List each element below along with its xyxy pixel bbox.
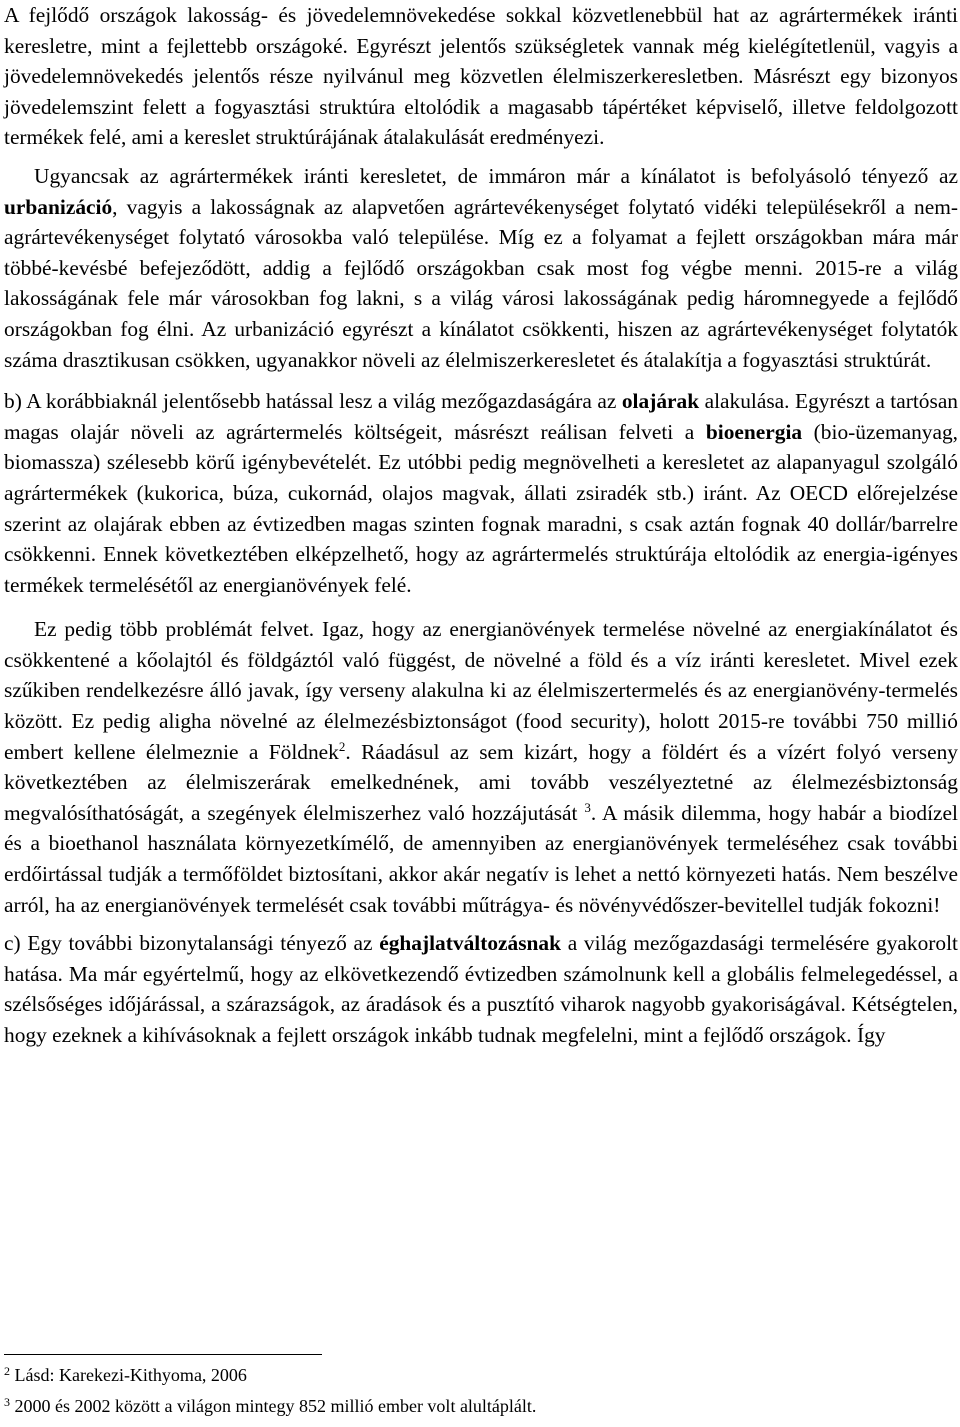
text-run: . A másik dilemma, hogy habár a biodízel és a bioethanol használata környezetkímélő, de amennyiben az energianövények termeléséhez csak további erdőirtással tudják a termőföldet biztosítani, akkor akár negatív is lehet a nettó környezeti hatás. Nem beszélve arról, ha az energianövények termelését csak további műtrágya- és növényvédőszer-bevitellel tudják fokozni! [4,800,958,917]
bold-term: olajárak [621,389,700,414]
text-run: A fejlődő országok lakosság- és jövedelemnövekedése sokkal közvetlenebbül hat az agrártermékek iránti keresletre, mint a fejlettebb országoké. Egyrészt jelentős szükségletek vannak még kielégítetlenül, vagyis a jövedelemnövekedés jelentős része nyilvánul meg közvetlen élelmiszerkeresletben. Másrészt egy bizonyos jövedelemszint felett a fogyasztási struktúra eltolódik a magasabb tápértéket képviselő, illetve feldolgozott termékek felé, ami a kereslet struktúrájának átalakulását eredményezi. [4,3,958,150]
footnote-text: Lásd: Karekezi-Kithyoma, 2006 [14,1365,247,1385]
bold-term: éghajlatváltozásnak [379,931,562,956]
document-page [4,0,958,1051]
text-run: Ez pedig több problémát felvet. Igaz, hogy az energianövények termelése növelné az energiakínálatot és csökkentené a kőolajtól és földgáztól való függést, de növelné a föld és a víz iránti keresletet. Mivel ezek szűkiben rendelkezésre álló javak, így verseny alakulna ki az élelmiszertermelés és az energianövény-termelés között. Ez pedig aligha növelné az élelmezésbiztonságot (food security), holott 2015-re további 750 millió embert kellene élelmeznie a Földnek [4,617,958,764]
text-run: a világ mezőgazdasági termelésére gyakorolt hatása. Ma már egyértelmű, hogy az elkövetkezendő évtizedben számolnunk kell a globális felmelegedéssel, a szélsőséges időjárással, a szárazságok, az áradások és a pusztító viharok nagyobb gyakoriságával. Kétségtelen, hogy ezeknek a kihívásoknak a fejlett országok inkább tudnak megfelelni, mint a fejlődő országok. Így [4,931,959,1047]
footnote-text: 2000 és 2002 között a világon mintegy 852 millió ember volt alultáplált. [14,1396,537,1416]
text-run: b) A korábbiaknál jelentősebb hatással lesz a világ mezőgazdaságára az [4,389,622,414]
text-run: alakulása. Egyrészt a tartósan magas olajár növeli az agrártermelés költségeit, másrészt reálisan felveti a [4,389,959,444]
text-run: . Ráadásul az sem kizárt, hogy a földért és a vízért folyó verseny következtében az élelmiszerárak emelkednének, ami tovább veszélyeztetné az élelmezésbiztonság megvalósíthatóságát, a szegények élelmiszerhez való hozzájutását [4,739,959,825]
paragraph-oil-prices [4,386,958,600]
text-run: Ugyancsak az agrártermékek iránti keresletet, de immáron már a kínálatot is befolyásoló tényező az [34,163,958,188]
footnote-reference: 3 [584,799,591,815]
paragraph-climate-change [4,928,958,1050]
text-run: , vagyis a lakosságnak az alapvetően agrártevékenységet folytató vidéki településekről a nem-agrártevékenységet folytató városokba való települése. Míg ez a folyamat a fejlett országokban mára már többé-kevésbé befejeződött, addig a fejlődő országokban csak most fog végbe menni. 2015-re a világ lakosságának fele már városokban fog lakni, s a világ városi lakosságának pedig háromnegyede a fejlődő országokban fog élni. Az urbanizáció egyrészt a kínálatot csökkenti, hiszen az agrártevékenységet folytatók száma drasztikusan csökken, ugyanakkor növeli az élelmiszerkeresletet és átalakítja a fogyasztási struktúrát. [4,194,958,372]
text-run: (bio-üzemanyag, biomassza) szélesebb körű igénybevételét. Ez utóbbi pedig megnövelheti a keresletet az alapanyagul szolgáló agrártermékek (kukorica, búza, cukornád, olajos magvak, állati zsiradék stb.) iránt. Az OECD előrejelzése szerint az olajárak ebben az évtizedben magas szinten fognak maradni, s csak aztán fognak 40 dollár/barrelre csökkenni. Ennek következtében elképzelhető, hogy az agrártermelés struktúrája eltolódik az energia-igényes termékek termelésétől az energianövények felé. [4,419,959,597]
footnote-3 [4,1395,958,1417]
footnote-number: 3 [4,1395,10,1409]
bold-term: bioenergia [705,419,803,444]
bold-term: urbanizáció [4,194,113,219]
text-run: c) Egy további bizonytalansági tényező az [4,931,380,956]
paragraph-energy-crops-problems [4,614,958,920]
footnote-2 [4,1364,958,1386]
footnote-separator [4,1354,322,1355]
footnote-reference: 2 [338,738,346,754]
paragraph-developing-countries-demand [4,0,958,153]
footnotes [4,1364,958,1417]
footnote-number: 2 [4,1364,10,1378]
paragraph-urbanization [4,161,958,375]
